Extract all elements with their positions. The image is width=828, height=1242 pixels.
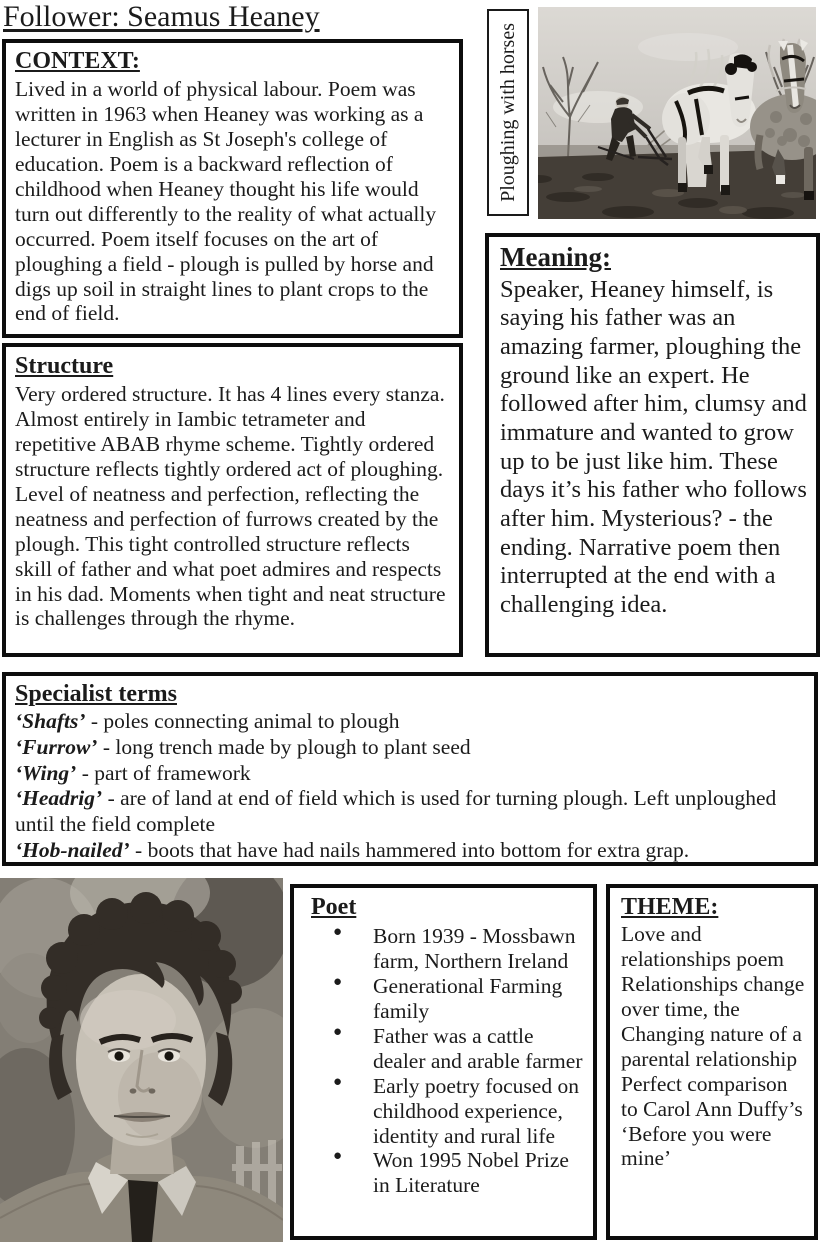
poet-bullet: ● Father was a cattle dealer and arable farmer — [311, 1024, 585, 1074]
meaning-box — [485, 233, 820, 657]
context-box — [2, 39, 463, 338]
structure-heading: Structure — [15, 353, 114, 379]
term-def: - boots that have had nails hammered into bottom for extra grap. — [135, 837, 690, 862]
theme-line: Perfect comparison to Carol Ann Duffy’s ‘Before you were mine’ — [621, 1071, 803, 1171]
meaning-heading: Meaning: — [500, 242, 611, 272]
poet-bullet: ● Born 1939 - Mossbawn farm, Northern Ireland — [311, 924, 585, 974]
term-word: ‘Headrig’ — [15, 786, 103, 811]
page-title: Follower: Seamus Heaney — [3, 0, 320, 33]
term-definition-furrow — [15, 735, 804, 761]
term-def: - part of framework — [81, 760, 251, 785]
term-def: - are of land at end of field which is used for turning plough. Left unploughed until the field complete — [15, 786, 777, 837]
theme-box — [606, 884, 818, 1240]
poet-bullet-list — [311, 924, 585, 1198]
term-definition-wing — [15, 761, 804, 787]
image-caption-label: Ploughing with horses — [496, 23, 519, 202]
poet-bullet: ● Early poetry focused on childhood experience, identity and rural life — [311, 1074, 585, 1149]
poet-box — [290, 884, 597, 1240]
term-word: ‘Wing’ — [15, 760, 77, 785]
specialist-terms-box — [2, 672, 818, 866]
term-definition-shafts — [15, 709, 804, 735]
term-def: - poles connecting animal to plough — [90, 709, 400, 733]
ploughing-photo — [538, 7, 816, 219]
term-def: - long trench made by plough to plant seed — [102, 734, 471, 759]
poet-bullet: ● Generational Farming family — [311, 974, 585, 1024]
ploughing-photo-image — [538, 7, 816, 219]
term-definition-hob-nailed — [15, 838, 804, 864]
term-definition-headrig — [15, 786, 804, 838]
theme-line: Love and relationships poem — [621, 922, 785, 971]
meaning-body: Speaker, Heaney himself, is saying his father was an amazing farmer, ploughing the ground like an expert. He followed after him, clumsy and immature and wanted to grow up to be just like him. These days it’s his father who follows after him. Mysterious? - the ending. Narrative poem then interrupted at the end with a challenging idea. — [500, 275, 807, 618]
context-heading: CONTEXT: — [15, 48, 140, 74]
structure-box — [2, 343, 463, 657]
structure-body: Very ordered structure. It has 4 lines every stanza. Almost entirely in Iambic tetrameter and repetitive ABAB rhyme scheme. Tightly ordered structure reflects tightly ordered act of ploughing. Level of neatness and perfection, reflecting the neatness and perfection of furrows created by the plough. This tight controlled structure reflects skill of father and what poet admires and respects in his dad. Moments when tight and neat structure is challenges through the rhyme. — [15, 382, 446, 631]
theme-line: Relationships change over time, the Changing nature of a parental relationship — [621, 971, 805, 1071]
theme-heading: THEME: — [621, 894, 719, 920]
term-word: ‘Shafts’ — [15, 709, 86, 733]
poet-portrait-image — [0, 878, 283, 1242]
term-word: ‘Hob-nailed’ — [15, 837, 130, 862]
poet-heading: Poet — [311, 894, 357, 920]
poet-bullet: ● Won 1995 Nobel Prize in Literature — [311, 1148, 585, 1198]
context-body: Lived in a world of physical labour. Poem was written in 1963 when Heaney was working as a lecturer in English as St Joseph's college of education. Poem is a backward reflection of childhood when Heaney thought his life would turn out differently to the reality of what actually occurred. Poem itself focuses on the art of ploughing a field - plough is pulled by horse and digs up soil in straight lines to plant crops to the end of field. — [15, 77, 437, 326]
term-word: ‘Furrow’ — [15, 734, 98, 759]
image-caption-box — [487, 9, 529, 216]
poet-portrait-photo — [0, 878, 283, 1242]
specialist-terms-heading: Specialist terms — [15, 681, 177, 707]
